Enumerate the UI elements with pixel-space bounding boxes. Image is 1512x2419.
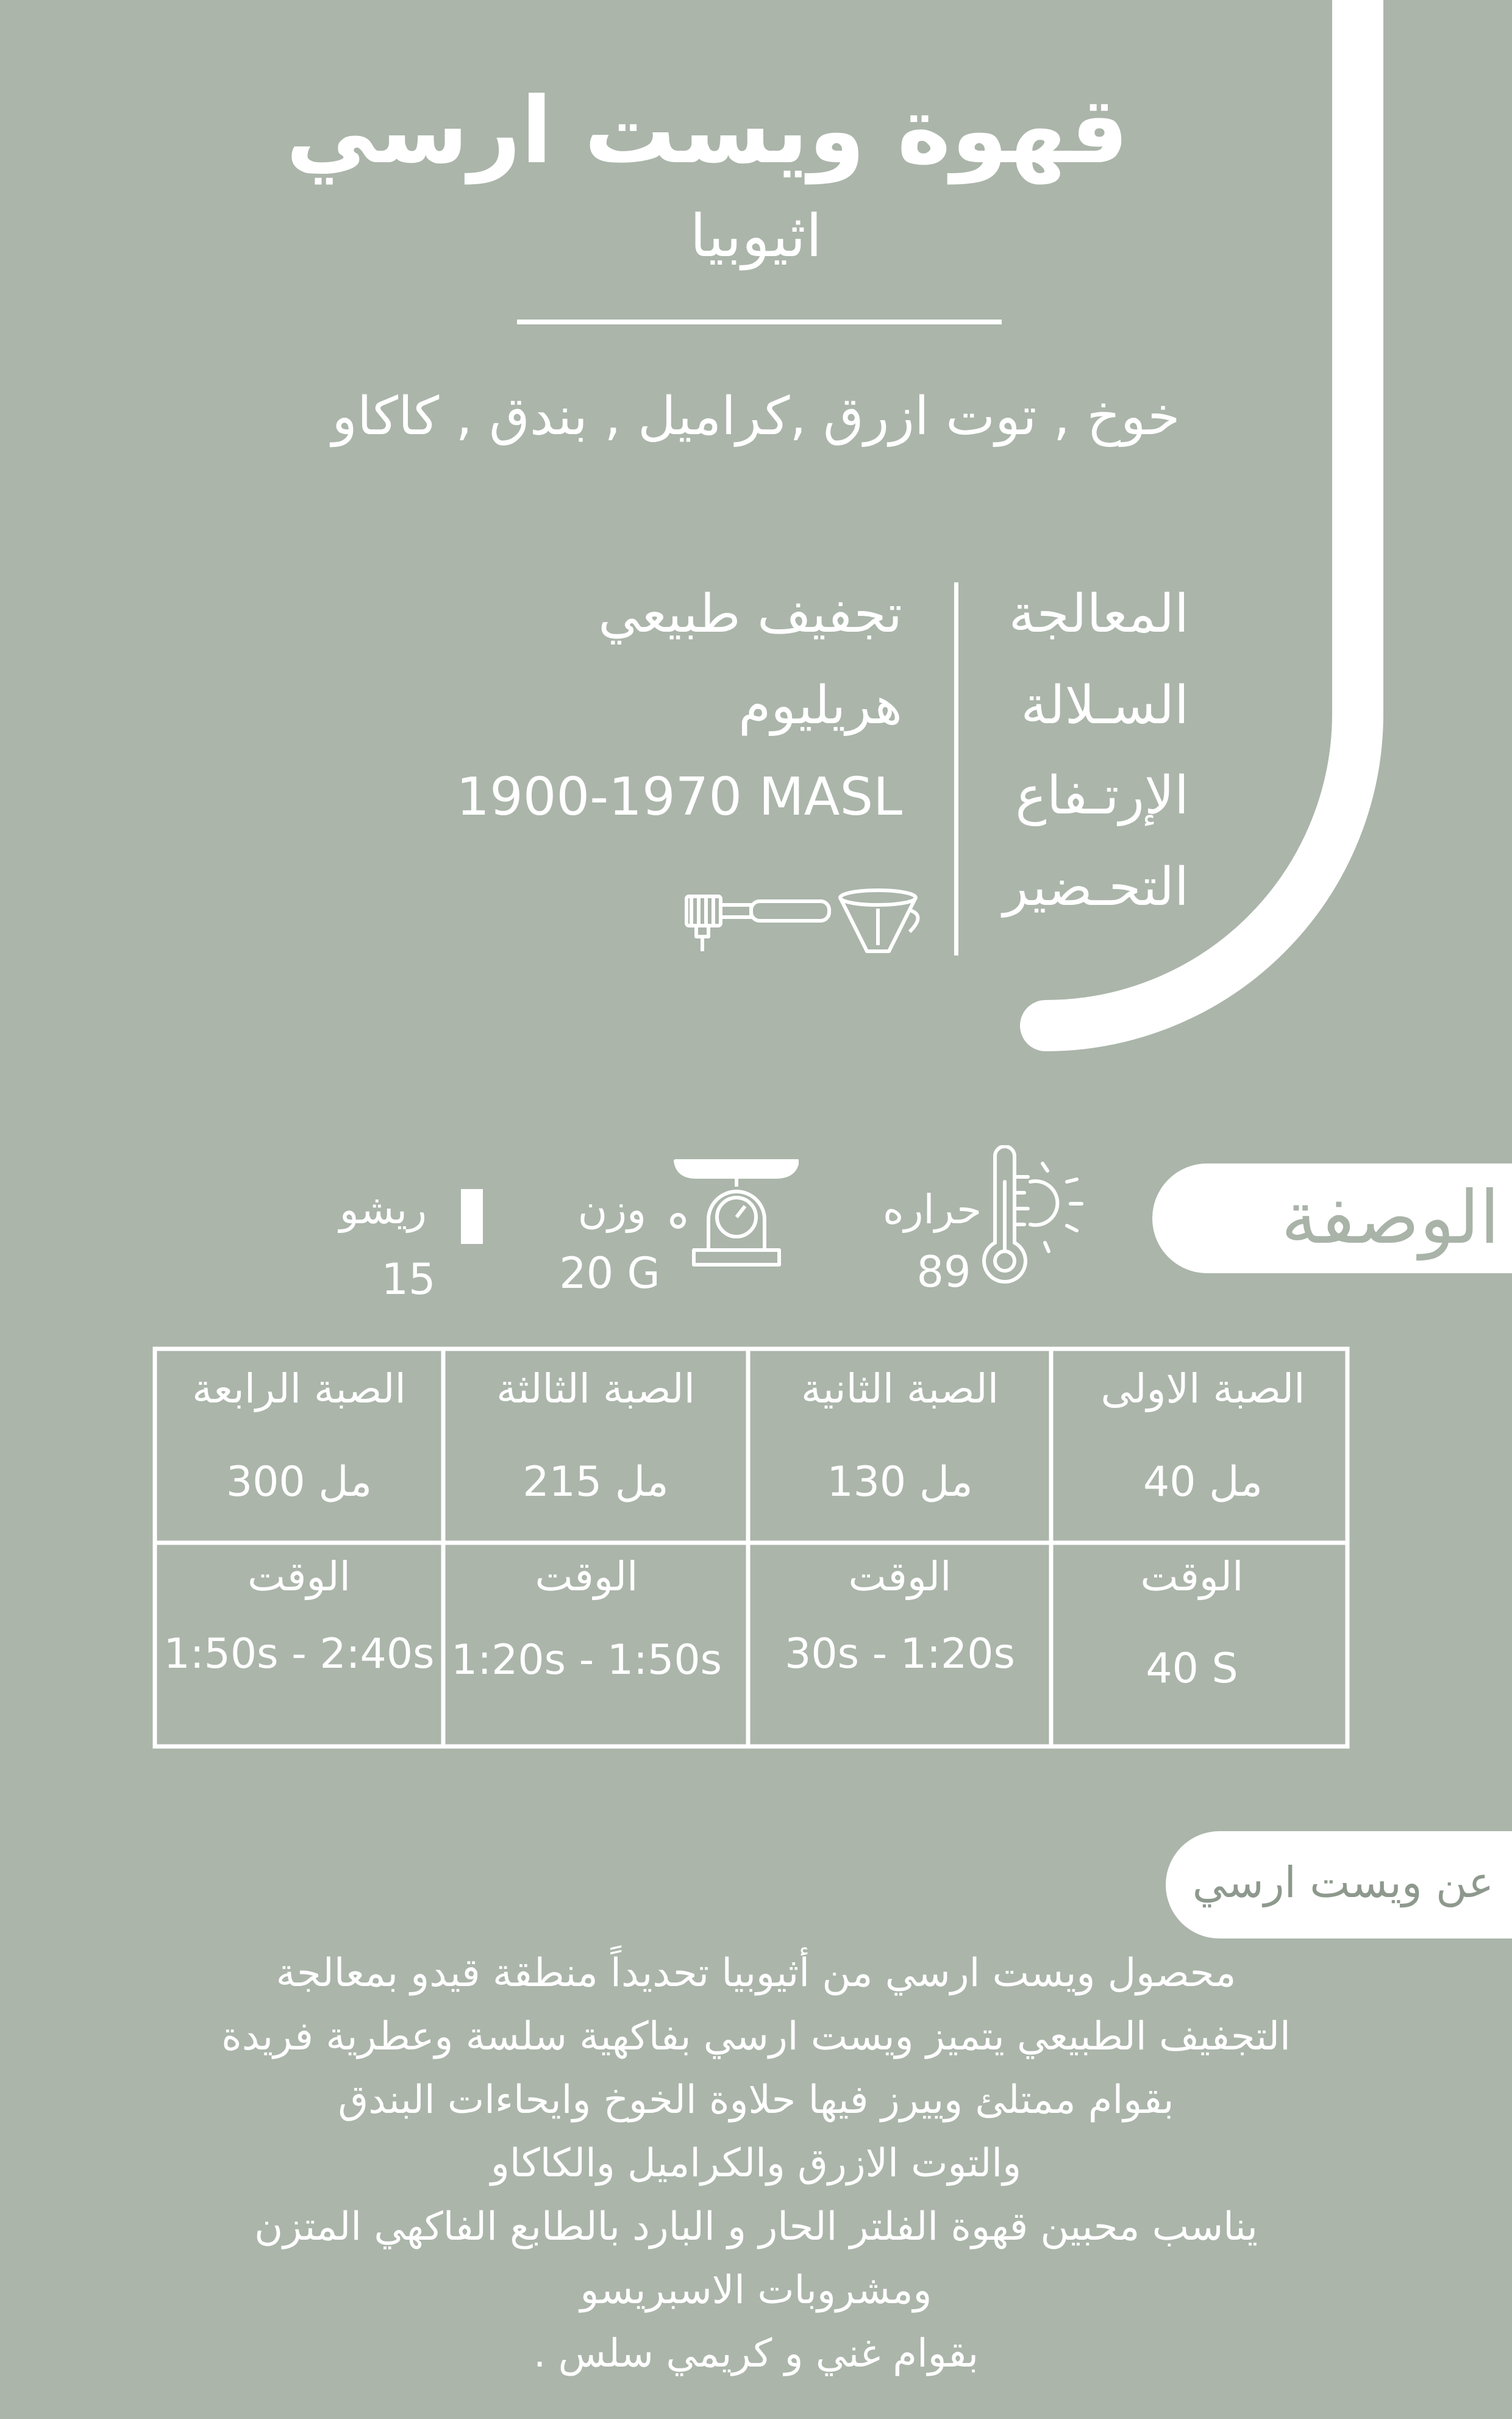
- grind-value: 15: [381, 1254, 436, 1304]
- origin-country: اثيوبيا: [690, 202, 822, 270]
- altitude-value: 1900-1970 MASL: [456, 766, 902, 827]
- pour-4-time-label: الوقت: [248, 1553, 351, 1600]
- temperature-value: 89: [916, 1247, 971, 1297]
- variety-value: هريليوم: [738, 675, 902, 736]
- pour-4-amount: 300 مل: [226, 1458, 373, 1506]
- weight-label: وزن: [577, 1186, 646, 1233]
- processing-label: المعالجة: [1008, 584, 1189, 645]
- about-line-4: والتوت الازرق والكراميل والكاكاو: [490, 2141, 1022, 2186]
- about-line-5: يناسب محبين قهوة الفلتر الحار و البارد بالطابع الفاكهي المتزن: [254, 2204, 1258, 2249]
- pour-4-name: الصبة الرابعة: [192, 1365, 406, 1412]
- pour-3-time: 1:20s - 1:50s: [451, 1636, 722, 1684]
- preparation-label: التحـضير: [1003, 857, 1189, 918]
- coffee-title: قهوة ويست ارسي: [285, 78, 1129, 184]
- pour-3-time-label: الوقت: [535, 1553, 638, 1600]
- pour-over-dripper-icon: [835, 884, 927, 957]
- altitude-label: الإرتـفاع: [1015, 765, 1189, 826]
- about-tag-label: عن ويست ارسي: [1192, 1857, 1494, 1907]
- pour-1-time-label: الوقت: [1140, 1553, 1244, 1600]
- about-line-6: ومشروبات الاسبريسو: [580, 2268, 932, 2313]
- pour-4-time: 1:50s - 2:40s: [163, 1630, 435, 1678]
- temperature-label: حراره: [882, 1186, 982, 1233]
- pour-2-time-label: الوقت: [848, 1553, 952, 1600]
- pour-1-name: الصبة الاولى: [1100, 1365, 1305, 1412]
- weight-value: 20 G: [559, 1248, 660, 1298]
- pour-1-amount: 40 مل: [1143, 1458, 1263, 1506]
- tasting-notes: خوخ , توت ازرق ,كراميل , بندق , كاكاو: [332, 386, 1180, 447]
- divider-line: [517, 320, 1002, 324]
- scale-icon: [665, 1159, 799, 1268]
- about-line-7: بقوام غني و كريمي سلس .: [533, 2331, 979, 2376]
- about-line-3: بقوام ممتلئ وييرز فيها حلاوة الخوخ وايحاءات البندق: [338, 2078, 1174, 2123]
- pour-1-time: 40 S: [1146, 1645, 1238, 1693]
- grind-label: ريشو: [339, 1186, 427, 1233]
- pour-3-amount: 215 مل: [522, 1458, 669, 1506]
- grind-indicator-icon: [461, 1189, 483, 1244]
- recipe-tag-label: الوصفة: [1281, 1176, 1500, 1260]
- about-line-1: محصول ويست ارسي من أثيوبيا تحديداً منطقة قيدو بمعالجة: [276, 1951, 1236, 1996]
- about-line-2: التجفيف الطبيعي يتميز ويست ارسي بفاكهية سلسة وعطرية فريدة: [221, 2014, 1291, 2059]
- pour-2-time: 30s - 1:20s: [785, 1630, 1015, 1678]
- pour-3-name: الصبة الثالثة: [496, 1365, 695, 1412]
- pour-2-name: الصبة الثانية: [801, 1365, 999, 1412]
- about-paragraph: [122, 1942, 1390, 2385]
- processing-value: تجفيف طبيعي: [598, 584, 902, 645]
- info-divider: [954, 582, 958, 956]
- espresso-portafilter-icon: [683, 884, 835, 957]
- variety-label: السـلالة: [1021, 675, 1189, 736]
- pour-2-amount: 130 مل: [827, 1458, 973, 1506]
